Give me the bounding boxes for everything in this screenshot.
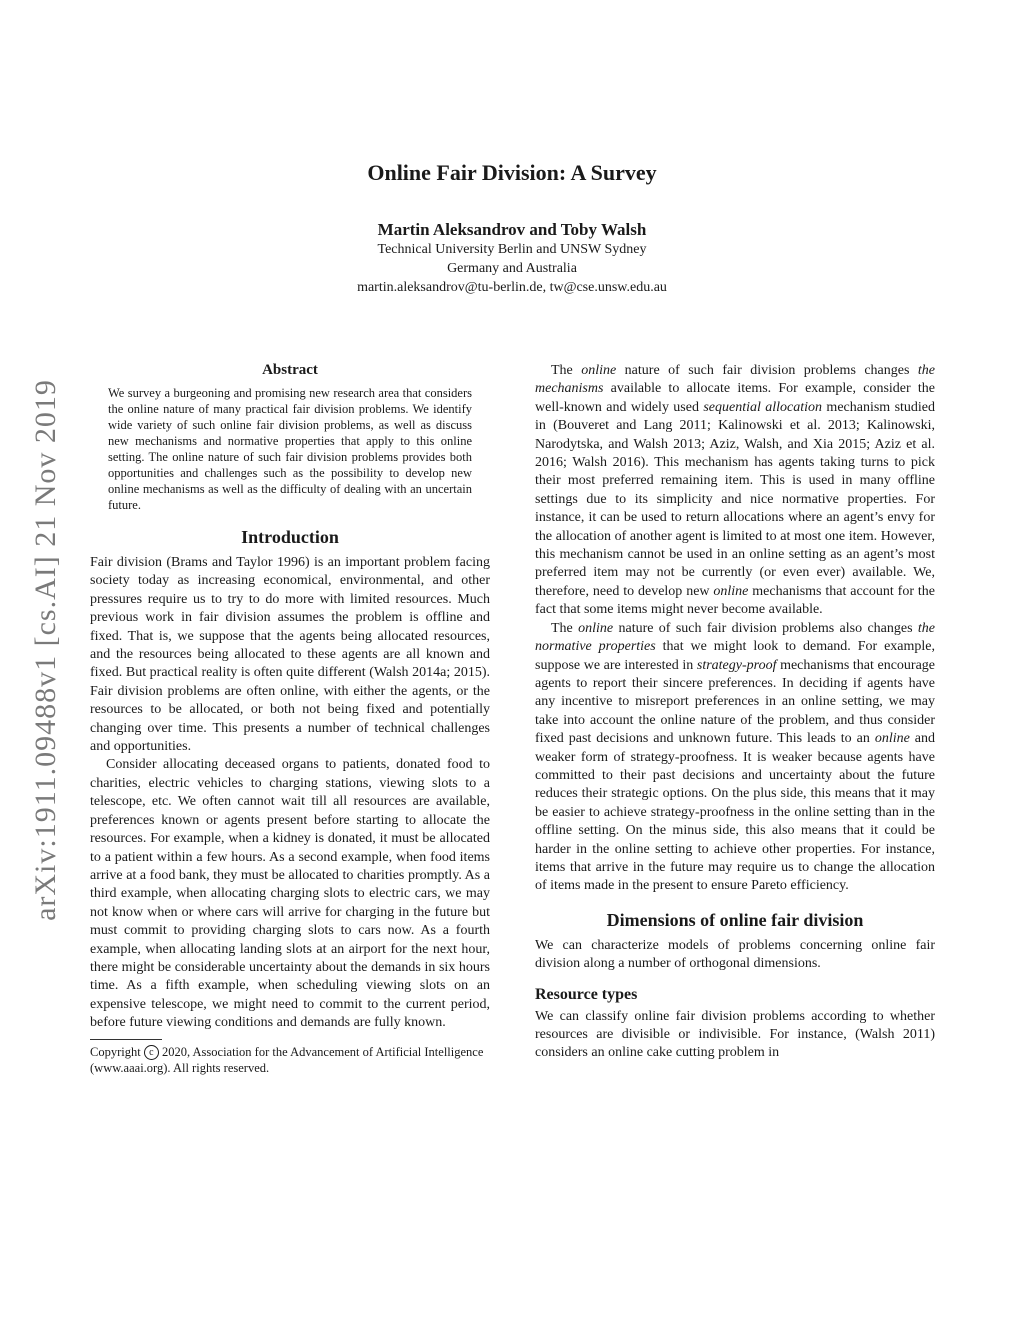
intro-paragraph-2: Consider allocating deceased organs to patients, donated food to charities, electric vehicles to charging stations, viewing slots to a telescope, etc. We often cannot wait till all resources are available, preferences known or agents present before starting to allocate the resources. For example, when a kidney is donated, it must be allocated to a patient within a few hours. As a second example, when food items arrive at a food bank, they must be allocated to charities promptly. As a third example, when allocating charging slots to electric cars, we may not know when or where cars will arrive for charging in the future but must commit to providing charging slots to cars now. As a fourth example, when allocating landing slots at an airport for the next hour, there might be considerable uncertainty about the demands in six hours time. As a fifth example, when scheduling viewing slots on an expensive telescope, we might need to commit to the current period, before future viewing conditions and demands are fully known.: [90, 757, 490, 1031]
abstract-text: We survey a burgeoning and promising new research area that considers the online nature of many practical fair division problems. We identify wide variety of such online fair division problems, as well as discuss new mechanisms and normative properties that apply to this online setting. The online nature of such fair division problems provides both opportunities and challenges such as the possibility to develop new online mechanisms as well as the difficulty of dealing with an uncertain future.: [108, 386, 472, 512]
text-span: The: [551, 620, 579, 636]
emphasis: strategy-proof: [696, 657, 777, 673]
normative-paragraph: [535, 620, 935, 896]
copyright-footnote: [90, 1044, 490, 1076]
arxiv-stamp-text: arXiv:1911.09488v1 [cs.AI] 21 Nov 2019: [29, 379, 63, 921]
countries: Germany and Australia: [447, 261, 577, 276]
intro-paragraph-1: Fair division (Brams and Taylor 1996) is an important problem facing society today as increasing economical, environmental, and other pressures require us to try to do more with limited resources. Much previous work in fair division assumes the problem is offline and fixed. That is, we suppose that the agents being allocated resources, and the resources being allocated to these agents are all known and fixed. But practical reality is often quite different (Walsh 2014a; 2015). Fair division problems are often online, with either the agents, or the resources to be allocated, or both not being fixed and potentially changing over time. This presents a number of technical challenges and opportunities.: [90, 555, 490, 755]
emails: martin.aleksandrov@tu-berlin.de, tw@cse.unsw.edu.au: [357, 280, 667, 295]
text-span: mechanisms that account for the fact that some items might never become available.: [535, 583, 935, 618]
arxiv-stamp: [14, 355, 78, 945]
paper-title: Online Fair Division: A Survey: [367, 160, 657, 185]
mechanisms-paragraph: [535, 362, 935, 620]
text-span: mechanisms that encourage agents to report their sincere preferences. In deciding if agents have any incentive to misreport preferences in an online setting, we may take into account the online nature of the problem, and thus consider fixed past decisions and unknown future. This leads to an: [535, 657, 936, 747]
emphasis: online: [578, 620, 614, 636]
resource-types-heading: Resource types: [535, 985, 638, 1003]
resource-types-text: We can classify online fair division problems according to whether resources are divisible or indivisible. For instance, (Walsh 2011) considers an online cake cutting problem in: [535, 1008, 935, 1061]
dimensions-text: We can characterize models of problems concerning online fair division along a number of orthogonal dimensions.: [535, 937, 935, 972]
dimensions-heading: Dimensions of online fair division: [606, 909, 864, 930]
emphasis: the normative properties: [535, 620, 936, 655]
left-column: [90, 362, 490, 1076]
emphasis: online: [581, 363, 617, 378]
title-block: [0, 160, 1024, 297]
affiliation: Technical University Berlin and UNSW Sydney: [377, 242, 647, 257]
right-column: [535, 362, 935, 1063]
emphasis: online: [713, 583, 749, 599]
text-span: The: [551, 363, 582, 378]
text-span: that we might look to demand. For example, suppose we are interested in: [535, 639, 935, 673]
authors: Martin Aleksandrov and Toby Walsh: [377, 220, 647, 239]
emphasis: sequential allocation: [703, 399, 823, 415]
text-span: mechanism studied in (Bouveret and Lang 2011; Kalinowski et al. 2013; Kalinowski, Narodytska, and Walsh 2013; Aziz, Walsh, and Xia 2015; Aziz et al. 2016; Walsh 2016). This mechanism has agents taking turns to pick their most preferred remaining item. This is used in many offline settings due to its simplicity and nice normative properties. For instance, it can be used to return allocations where an agent’s envy for the allocation of another agent is limited to at most one item. However, this mechanism cannot be used in an online setting as an agent’s most preferred item may not be currently (or even ever) available. We, therefore, need to develop new: [535, 399, 936, 599]
emphasis: the mechanisms: [535, 363, 935, 397]
footnote-rule: [90, 1039, 162, 1040]
introduction-heading: Introduction: [241, 527, 339, 547]
copyright-symbol: c: [144, 1045, 159, 1060]
text-span: available to allocate items. For example, consider the well-known and widely used: [535, 381, 935, 415]
abstract-heading: Abstract: [262, 362, 318, 378]
text-span: nature of such fair division problems also changes: [613, 620, 918, 636]
text-span: and weaker form of strategy-proofness. It is weaker because agents have committed to their past decisions and uncertainty about the future reduces their strategic options. On the plus side, this means that it may be easier to achieve strategy-proofness in the online setting than in the offline setting. On the minus side, this also means that it could be harder in the online setting to achieve other properties. For instance, items that arrive in the future may require us to change the allocation of items made in the present to ensure Pareto efficiency.: [535, 731, 935, 894]
footnote-after: 2020, Association for the Advancement of Artificial Intelligence (www.aaai.org). All rights reserved.: [90, 1044, 484, 1075]
footnote-before: Copyright: [90, 1044, 144, 1059]
text-span: nature of such fair division problems changes: [616, 363, 918, 378]
emphasis: online: [874, 731, 910, 747]
